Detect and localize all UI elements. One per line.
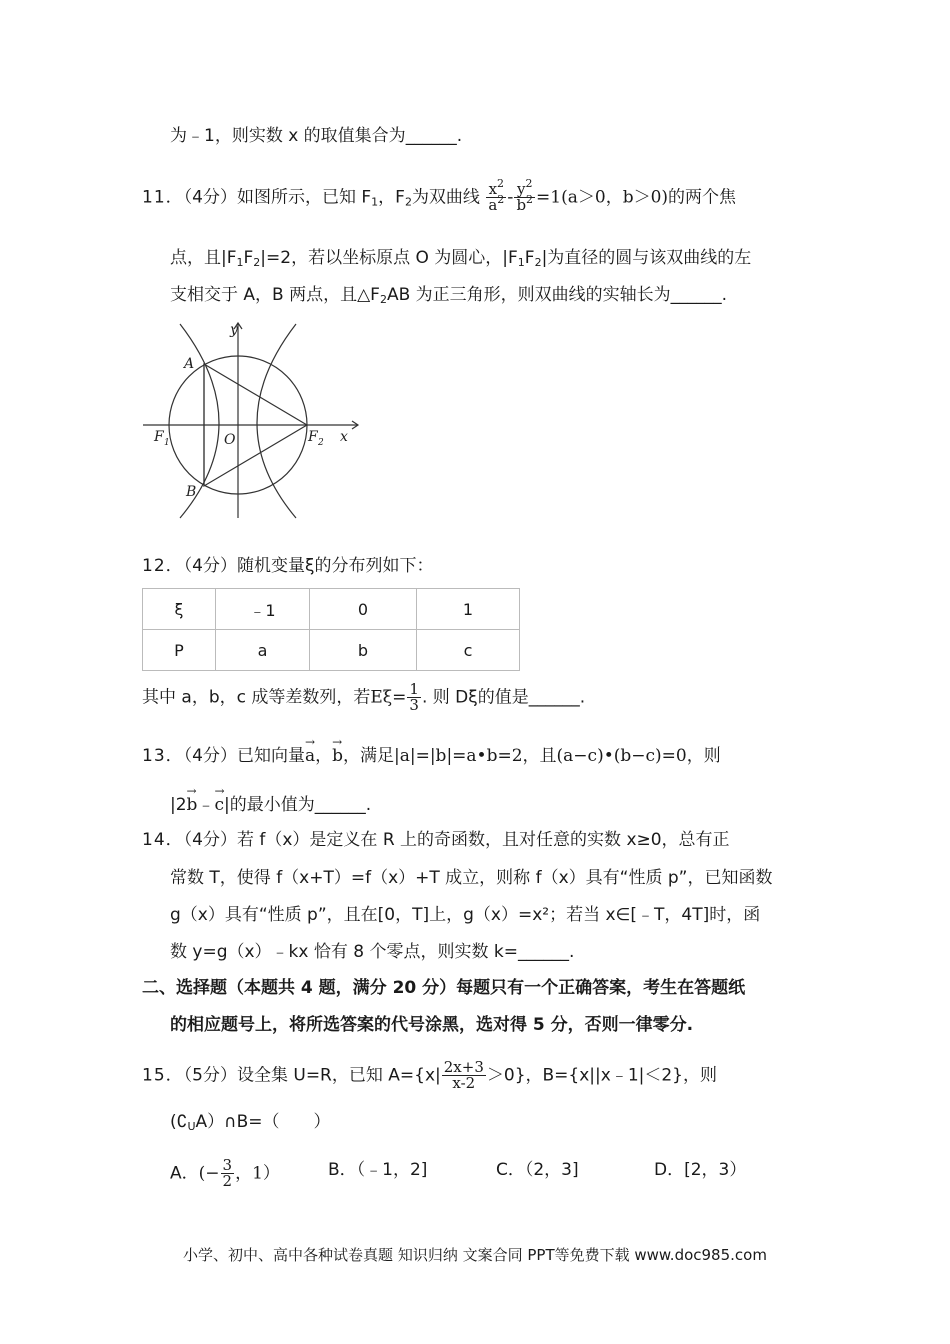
q11-a: a: [488, 196, 498, 214]
q11-text-1b: ，F: [378, 187, 405, 208]
hyperbola-figure: [140, 320, 365, 525]
q12-number: 12．: [142, 556, 184, 576]
q12-line2: [142, 682, 585, 713]
q15-line2: [170, 1110, 331, 1134]
q14-score: （4分）: [183, 830, 237, 850]
q13-score: （4分）: [183, 746, 237, 766]
table-cell: ξ: [143, 589, 216, 630]
label-f2: F: [308, 429, 318, 445]
q13-condition-1: |a|=|b|=a•b=2: [394, 746, 523, 766]
q15-complement: (∁: [170, 1112, 188, 1132]
q14-text-1: 若 f（x）是定义在 R 上的奇函数，且对任意的实数 x≥0，总有正: [236, 830, 730, 850]
q12-after-a: 其中 a，b，c 成等差数列，若: [142, 687, 371, 708]
distribution-table: [142, 588, 520, 671]
option-a-frac: [221, 1158, 235, 1189]
table-row: [143, 630, 520, 671]
q15-text-2b: A）∩B=（ ）: [195, 1112, 331, 1132]
q12-after-b: . 则 Dξ的值是______.: [421, 687, 586, 708]
q11-text-2a: 点，且|F: [170, 248, 237, 268]
label-o: O: [224, 432, 236, 448]
q14-text-2: 常数 T，使得 f（x+T）=f（x）+T 成立，则称 f（x）具有“性质 p”，已知函数: [170, 868, 773, 888]
q11-text-2b: F: [243, 248, 254, 268]
table-cell: 0: [310, 589, 417, 630]
q15-frac-den: x-2: [452, 1074, 476, 1092]
q11-line3: 支相交于 A，B 两点，且$\triangle F_2AB$ 为正三角形，则双曲线的实轴长为______.: [170, 285, 728, 306]
q13-text-2a: |2: [170, 795, 187, 815]
q13-sep: ，: [315, 746, 333, 766]
q15-frac: [442, 1060, 486, 1091]
q11-frac-x: $\frac{x^2}{a^2}$: [488, 177, 505, 214]
q15-text-a: 设全集 U=R，已知 A={x|: [236, 1065, 441, 1086]
vector-c: → c: [214, 793, 224, 817]
q13-text-d: ，则: [686, 746, 721, 766]
q13-condition-2: (a−c)•(b−c)=0: [556, 746, 687, 766]
q12-frac-den: 3: [409, 696, 419, 714]
vector-b: → b: [332, 744, 343, 768]
q14-text-3: g（x）具有“性质 p”，且在[0，T]上，g（x）=x²；若当 x∈[﹣T，4T]时，函: [170, 905, 761, 925]
q11-eq-rest: =1(a＞0，b＞0): [536, 187, 669, 208]
label-f2-sub: 2: [318, 438, 324, 448]
table-row: [143, 589, 520, 630]
table-cell: ﹣1: [216, 589, 310, 630]
q11-line1: 11．（4分）如图所示，已知 $F_1$，$F_2$为双曲线 $\frac{x^2}{a^2}$ - $\frac{y^2}{b^2}$ =1(a＞0，b＞0)的两个焦: [142, 177, 737, 214]
q13-text-b: ，满足: [343, 746, 394, 766]
q12-intro: 随机变量ξ的分布列如下：: [236, 556, 434, 576]
q11-text-2c: |=2，若以坐标原点 O 为圆心，|F: [260, 248, 518, 268]
q15-number: 15．: [142, 1065, 184, 1086]
q15-option-a: [170, 1158, 280, 1189]
q11-y: y: [517, 180, 526, 198]
label-f1: F: [154, 429, 164, 445]
q11-score: （4分）: [183, 187, 237, 208]
q15-frac-num: 2x+3: [443, 1058, 484, 1076]
q14-text-4: 数 y=g（x）﹣kx 恰有 8 个零点，则实数 k=______.: [170, 942, 575, 962]
q10-blank: ______.: [405, 126, 463, 146]
option-a-label: A．: [170, 1163, 199, 1184]
option-a-pre: (−: [198, 1163, 220, 1184]
q13-text-2c: ﹣: [197, 795, 215, 815]
q11-text-1d: 的两个焦: [668, 187, 737, 208]
q13-text-c: ，且: [522, 746, 557, 766]
q13-text-2e: |的最小值为______.: [223, 795, 372, 815]
q13-number: 13．: [142, 746, 184, 766]
q15-text-b: ＞0}，B={x||x﹣1|＜2}，则: [486, 1065, 717, 1086]
q11-text-3b: AB 为正三角形，则双曲线的实轴长为______.: [386, 285, 728, 305]
option-a-post: ，1）: [235, 1163, 280, 1184]
table-cell: c: [417, 630, 520, 671]
q11-frac-y: $\frac{y^2}{b^2}$: [516, 177, 534, 214]
q12-frac-num: 1: [409, 680, 419, 698]
section2-heading-2: 的相应题号上，将所选答案的代号涂黑，选对得 5 分，否则一律零分.: [170, 1015, 694, 1035]
table-cell: a: [216, 630, 310, 671]
label-f1-sub: 1: [164, 438, 170, 448]
label-y: y: [230, 322, 238, 338]
q11-number: 11．: [142, 187, 184, 208]
q13-text-a: 已知向量: [236, 746, 305, 766]
q13-line1: [142, 744, 721, 768]
q11-text-2d: F: [524, 248, 535, 268]
label-b: B: [186, 484, 197, 500]
q11-text-1a: 如图所示，已知 F: [236, 187, 372, 208]
page-footer: 小学、初中、高中各种试卷真题 知识归纳 文案合同 PPT等免费下载 www.doc985.com: [183, 1246, 767, 1264]
q15-score: （5分）: [183, 1065, 237, 1086]
q15-option-b: B．（﹣1，2]: [328, 1160, 428, 1180]
q11-b: b: [516, 196, 527, 214]
option-a-num: 3: [222, 1156, 233, 1174]
q14-number: 14．: [142, 830, 184, 850]
label-a: A: [184, 356, 195, 372]
section2-heading-1: 二、选择题（本题共 4 题，满分 20 分）每题只有一个正确答案，考生在答题纸: [142, 978, 746, 998]
q11-line2: 点，且$|F_1F_2|=2$，若以坐标原点 O 为圆心，$|F_1F_2|$为直径的圆与该双曲线的左: [170, 248, 752, 269]
q12-frac: [407, 682, 421, 713]
q10-tail: [170, 124, 462, 148]
table-cell: 1: [417, 589, 520, 630]
q11-text-3a: 支相交于 A，B 两点，且△F: [170, 285, 380, 305]
q11-text-2e: |为直径的圆与该双曲线的左: [541, 248, 752, 268]
q14-line1: [142, 828, 730, 852]
table-cell: b: [310, 630, 417, 671]
vector-a: → a: [305, 744, 315, 768]
q12-line1: [142, 554, 433, 578]
q10-text: 为﹣1，则实数 x 的取值集合为: [170, 126, 406, 146]
q15-option-d: D．[2，3）: [654, 1160, 747, 1180]
vector-b-2: → b: [187, 793, 198, 817]
q15-option-c: C．（2，3]: [496, 1160, 579, 1180]
q11-text-1c: 为双曲线: [411, 187, 480, 208]
option-a-den: 2: [222, 1172, 233, 1190]
q15-line1: [142, 1060, 717, 1091]
q13-line2: [170, 793, 371, 817]
q15-complement-sub: U: [187, 1120, 196, 1133]
table-cell: P: [143, 630, 216, 671]
q12-expectation: Eξ=: [370, 687, 407, 708]
q11-x: x: [488, 180, 498, 198]
label-x: x: [340, 429, 348, 445]
q12-score: （4分）: [183, 556, 237, 576]
